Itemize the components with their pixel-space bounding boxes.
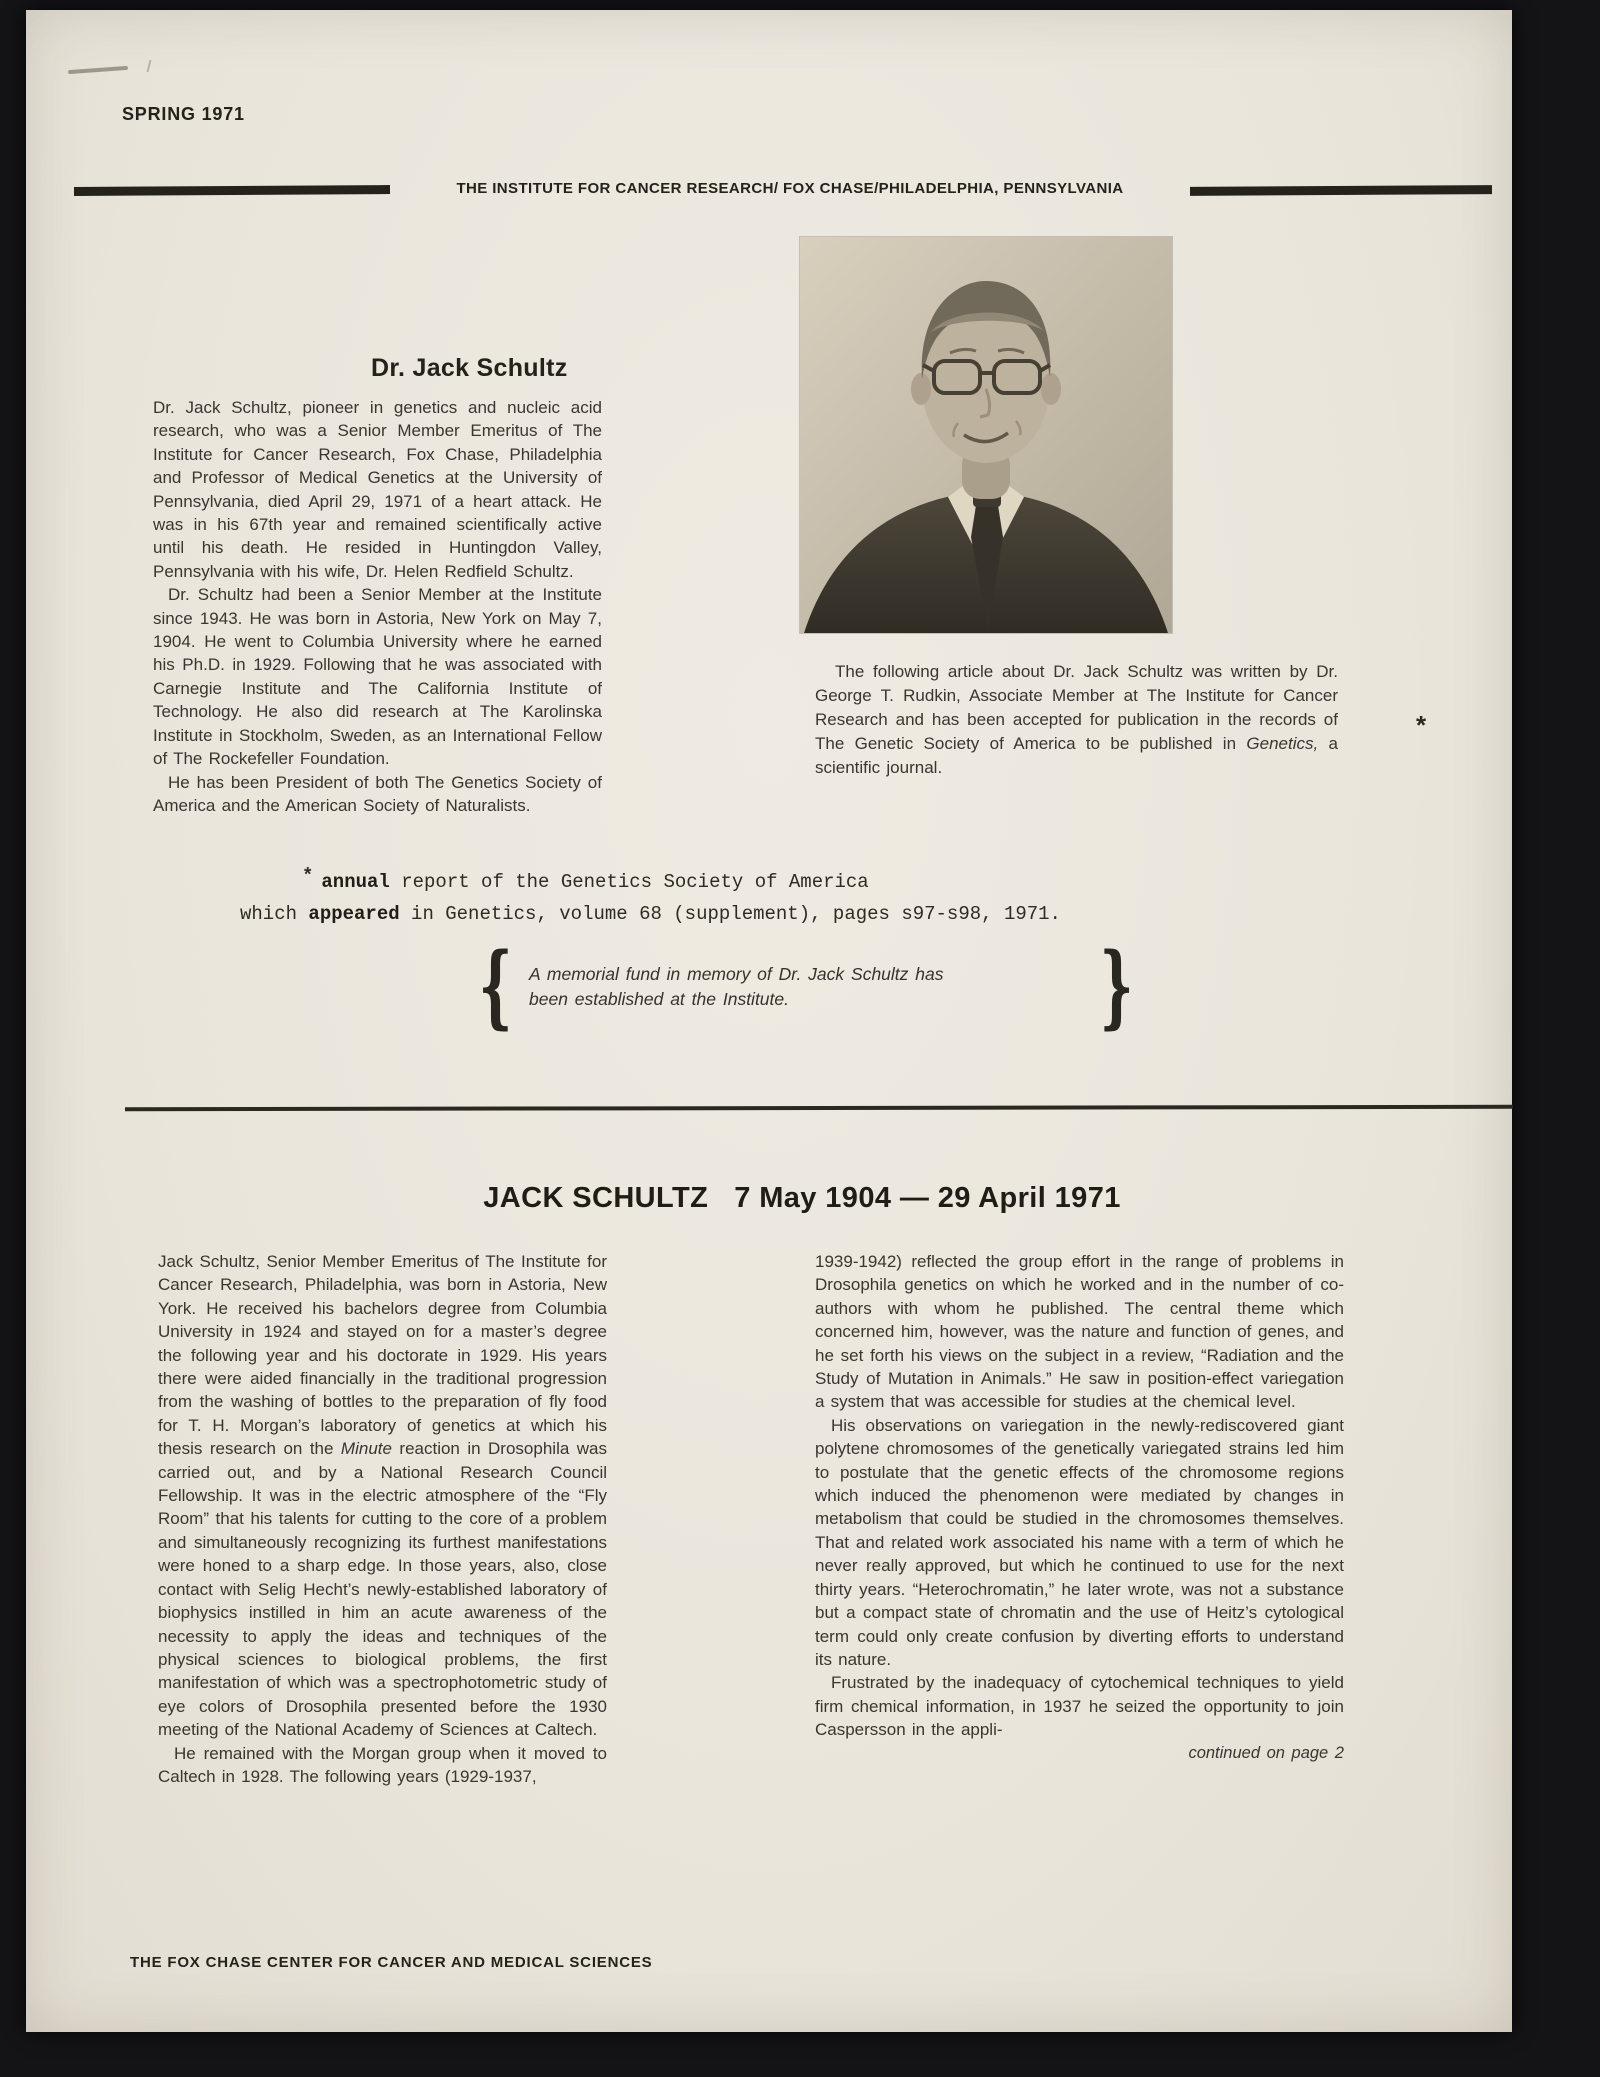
article-paragraph: He remained with the Morgan group when it moved to Caltech in 1928. The following years (1929-1937, [158,1743,607,1786]
article-paragraph: 1939-1942) reflected the group effort in the range of problems in Drosophila genetics on which he worked and in the number of co-authors with whom he published. The central theme which concerned him, however, was the nature and function of genes, and he set forth his views on the subject in a review, “Radiation and the Study of Mutation in Animals.” He saw in position-effect variegation a system that was accessible for studies at the chemical level. [815,1252,1344,1412]
masthead-title: THE INSTITUTE FOR CANCER RESEARCH/ FOX CHASE/PHILADELPHIA, PENNSYLVANIA [456,180,1124,197]
margin-asterisk: * [1416,710,1427,740]
memorial-fund-text [529,962,1083,1012]
obituary-body [153,396,602,817]
newsletter-page [26,10,1512,2032]
citation-line2-text: in Genetics, volume 68 (supplement), pages s97-s98, 1971. [399,903,1061,925]
article-paragraph: Frustrated by the inadequacy of cytochemical techniques to yield firm chemical information, in 1937 he seized the opportunity to join Caspersson in the appli- [815,1673,1344,1740]
editorial-note-text: The following article about Dr. Jack Schultz was written by Dr. George T. Rudkin, Associate Member at The Institute for Cancer Research and has been accepted for publication in the records of The Genetic Society of America to be published in [815,662,1338,753]
pen-mark [68,66,128,74]
issue-date-label: SPRING 1971 [122,104,245,124]
obituary-title: Dr. Jack Schultz [371,354,568,382]
minute-italic: Minute [340,1439,392,1459]
citation-line2-bold: appeared [308,903,400,925]
obituary-paragraph: Dr. Jack Schultz, pioneer in genetics and nucleic acid research, who was a Senior Member Emeritus of The Institute for Cancer Research, Fox Chase, Philadelphia and Professor of Medical Genetics at the University of Pennsylvania, died April 29, 1971 of a heart attack. He was in his 67th year and remained scientifically active until his death. He resided in Huntingdon Valley, Pennsylvania with his wife, Dr. Helen Redfield Schultz. [153,398,602,581]
citation-line1-text: report of the Genetics Society of America [389,871,869,893]
memorial-fund-box [478,933,1134,1039]
citation-line1-bold: annual [321,871,390,893]
article-title-dates: 7 May 1904 — 29 April 1971 [734,1182,1121,1214]
footer-label: THE FOX CHASE CENTER FOR CANCER AND MEDICAL SCIENCES [130,1954,653,1971]
citation-line2-text: which [240,903,309,925]
citation-line-2 [240,898,1061,930]
memorial-line-1: A memorial fund in memory of Dr. Jack Schultz has [529,964,944,984]
portrait-photo [800,237,1172,633]
article-column-right [815,1250,1344,1765]
citation-line-1 [240,860,1061,898]
journal-name-italic: Genetics, [1246,734,1319,753]
article-text: reaction in Drosophila was carried out, and by a National Research Council Fellowship. It was in the electric atmosphere of the “Fly Room” that his talents for cutting to the core of a problem and simultaneously recognizing its furthest manifestations were honed to a sharp edge. In those years, also, close contact with Selig Hecht’s newly-established laboratory of biophysics instilled in him an acute awareness of the necessity to apply the ideas and techniques of the physical sciences to biological problems, the first manifestation of which was a spectrophotometric study of eye colors of Drosophila presented before the 1930 meeting of the National Academy of Sciences at Caltech. [158,1439,607,1740]
decorative-bracket-right: } [1099,933,1134,1039]
article-text: Jack Schultz, Senior Member Emeritus of The Institute for Cancer Research, Philadelphia, was born in Astoria, New York. He received his bachelors degree from Columbia University in 1924 and stayed on for a master’s degree the following year and his doctorate in 1929. His years there were aided financially in the traditional progression from the washing of bottles to the preparation of fly food for T. H. Morgan’s laboratory of genetics at which his thesis research on the [158,1252,607,1459]
decorative-bracket-left: { [478,933,513,1039]
article-paragraph: His observations on variegation in the newly-rediscovered giant polytene chromosomes of the genetically variegated strains led him to postulate that the genetic effects of the chromosome regions which induced the phenomenon were mediated by changes in metabolism that could be studied in the chromosomes themselves. That and related work associated his name with a term of which he never really approved, but which he continued to use for the next thirty years. “Heterochromatin,” he later wrote, was not a substance but a compact state of chromatin and the use of Heitz’s cytological term could only create confusion by diverting efforts to understand its nature. [815,1415,1344,1669]
obituary-paragraph: Dr. Schultz had been a Senior Member at the Institute since 1943. He was born in Astoria, New York on May 7, 1904. He went to Columbia University where he earned his Ph.D. in 1929. Following that he was associated with Carnegie Institute and The California Institute of Technology. He also did research at The Karolinska Institute in Stockholm, Sweden, as an International Fellow of The Rockefeller Foundation. [153,585,602,769]
editorial-note [815,660,1338,780]
article-paragraph [158,1250,607,1742]
section-divider-rule [125,1105,1513,1111]
article-title-name: JACK SCHULTZ [483,1182,709,1214]
article-column-left [158,1250,607,1788]
portrait-photo-illustration [800,237,1172,633]
masthead [74,180,1492,201]
typewritten-citation [240,860,1061,930]
masthead-rule-left [74,185,390,196]
obituary-paragraph: He has been President of both The Genetics Society of America and the American Society of Naturalists. [153,772,602,815]
pen-mark [137,60,152,72]
continued-note: continued on page 2 [1188,1743,1344,1762]
article-title [483,1182,1121,1215]
memorial-line-2: been established at the Institute. [529,989,789,1009]
citation-asterisk: * [302,865,314,887]
masthead-rule-right [1190,185,1492,196]
editorial-note-text: a scientific journal. [815,734,1338,777]
